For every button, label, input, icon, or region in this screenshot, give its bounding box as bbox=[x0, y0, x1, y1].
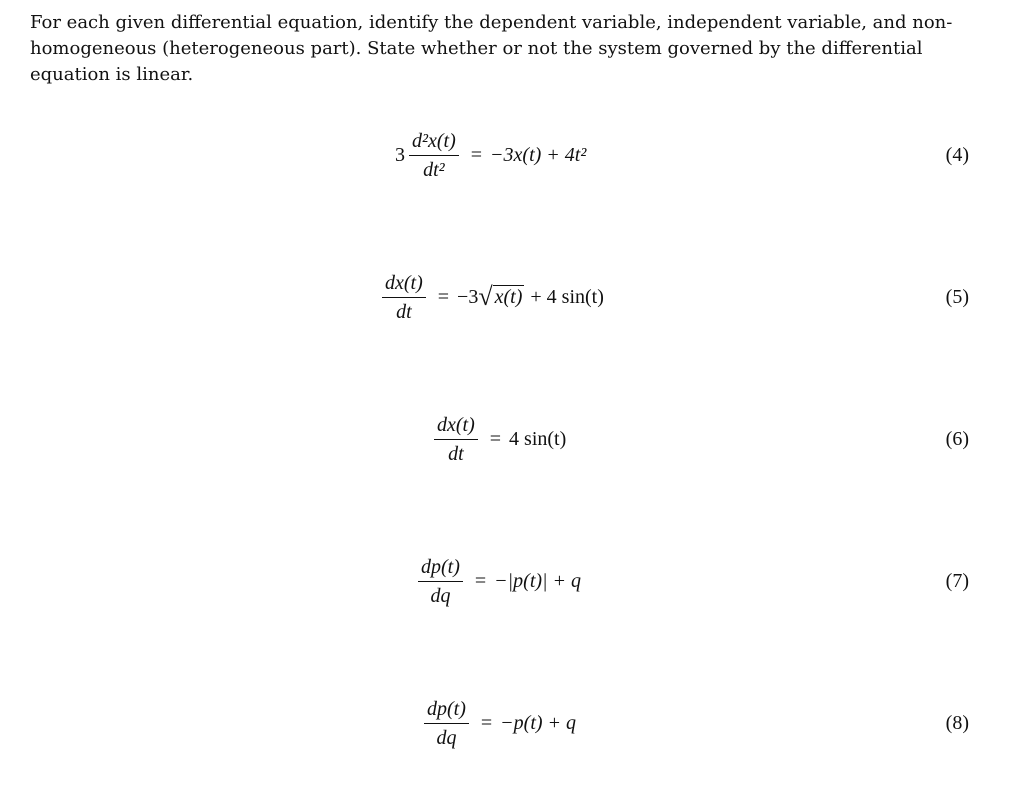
equation-4-coefficient: 3 bbox=[395, 143, 405, 166]
problem-prompt: For each given differential equation, identify the dependent variable, independent variable, and non-homogeneous (heterogeneous part). State whether or not the system governed by the differential equation is linear. bbox=[30, 12, 953, 85]
equation-row-5 bbox=[0, 257, 1024, 337]
equation-number-6: (6) bbox=[945, 427, 969, 450]
equals-sign: = bbox=[489, 427, 502, 450]
equation-8-denominator: dq bbox=[436, 726, 457, 749]
equation-row-7 bbox=[0, 541, 1024, 621]
equation-5 bbox=[378, 257, 604, 337]
equation-row-4 bbox=[0, 115, 1024, 195]
equation-7-denominator: dq bbox=[430, 584, 451, 607]
square-root bbox=[478, 282, 524, 311]
equation-8-rhs: −p(t) + q bbox=[500, 711, 577, 734]
equals-sign: = bbox=[437, 285, 450, 308]
equation-5-rhs-coefficient: −3 bbox=[457, 285, 479, 308]
equation-4 bbox=[395, 115, 586, 195]
equation-number-4: (4) bbox=[945, 143, 969, 166]
equation-4-derivative bbox=[409, 129, 459, 182]
equation-5-radicand: x(t) bbox=[494, 286, 523, 308]
equation-row-6 bbox=[0, 399, 1024, 479]
equation-6-derivative bbox=[434, 413, 478, 466]
equation-5-derivative bbox=[382, 271, 426, 324]
equation-4-rhs: −3x(t) + 4t² bbox=[490, 143, 587, 166]
equation-6 bbox=[430, 399, 566, 479]
equation-5-rhs-tail: + 4 sin(t) bbox=[530, 285, 604, 308]
equals-sign: = bbox=[470, 143, 483, 166]
equation-6-denominator: dt bbox=[448, 442, 464, 465]
equals-sign: = bbox=[480, 711, 493, 734]
equation-6-numerator: dx(t) bbox=[434, 413, 478, 440]
equation-number-7: (7) bbox=[945, 569, 969, 592]
equals-sign: = bbox=[474, 569, 487, 592]
equation-7 bbox=[414, 541, 581, 621]
equation-number-5: (5) bbox=[945, 285, 969, 308]
equation-4-numerator: d²x(t) bbox=[409, 129, 459, 156]
equation-5-numerator: dx(t) bbox=[382, 271, 426, 298]
radical-sign-icon: √ bbox=[478, 282, 493, 311]
equation-row-8 bbox=[0, 683, 1024, 763]
equation-7-numerator: dp(t) bbox=[418, 555, 463, 582]
equation-8-numerator: dp(t) bbox=[424, 697, 469, 724]
equation-number-8: (8) bbox=[945, 711, 969, 734]
equation-8-derivative bbox=[424, 697, 469, 750]
equation-6-rhs: 4 sin(t) bbox=[509, 427, 567, 450]
equation-8 bbox=[420, 683, 576, 763]
equation-5-denominator: dt bbox=[396, 300, 412, 323]
equation-4-denominator: dt² bbox=[423, 158, 445, 181]
equation-7-derivative bbox=[418, 555, 463, 608]
equation-7-rhs: −|p(t)| + q bbox=[494, 569, 582, 592]
